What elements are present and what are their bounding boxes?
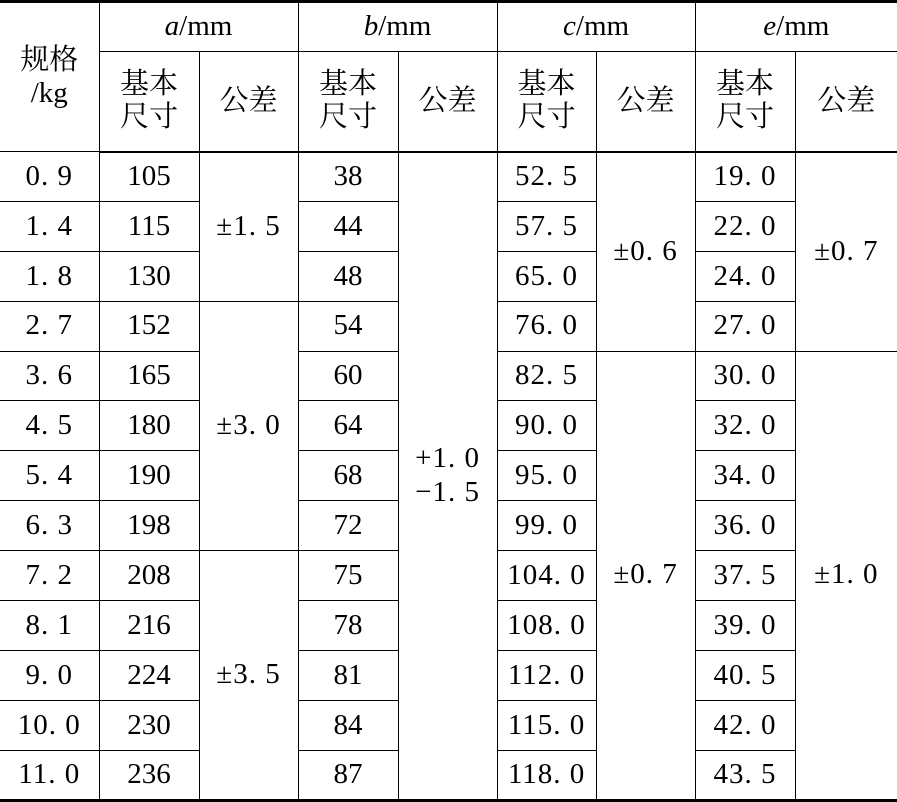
group-header-e: e/mm [695,2,897,52]
b-cell: 68 [298,451,398,501]
b-cell: 72 [298,501,398,551]
a-cell: 152 [99,301,199,351]
spec-cell: 4. 5 [0,401,99,451]
c-cell: 108. 0 [497,601,596,651]
spec-cell: 3. 6 [0,351,99,401]
tolerance-header-a: 公差 [199,52,298,152]
c-cell: 95. 0 [497,451,596,501]
spec-cell: 0. 9 [0,152,99,202]
spec-cell: 8. 1 [0,601,99,651]
basic-size-header-a: 基本 尺寸 [99,52,199,152]
a-cell: 236 [99,750,199,800]
b-cell: 84 [298,700,398,750]
a-cell: 115 [99,201,199,251]
spec-cell: 7. 2 [0,551,99,601]
e-cell: 36. 0 [695,501,795,551]
b-cell: 44 [298,201,398,251]
c-cell: 90. 0 [497,401,596,451]
b-cell: 81 [298,650,398,700]
a-cell: 130 [99,251,199,301]
b-cell: 87 [298,750,398,800]
c-cell: 112. 0 [497,650,596,700]
c-cell: 118. 0 [497,750,596,800]
a-cell: 208 [99,551,199,601]
spec-cell: 2. 7 [0,301,99,351]
a-tolerance-cell: ±1. 5 [199,152,298,302]
c-cell: 57. 5 [497,201,596,251]
basic-size-header-b: 基本 尺寸 [298,52,398,152]
b-cell: 54 [298,301,398,351]
e-cell: 30. 0 [695,351,795,401]
e-cell: 34. 0 [695,451,795,501]
a-cell: 216 [99,601,199,651]
group-header-b: b/mm [298,2,497,52]
e-cell: 19. 0 [695,152,795,202]
spec-cell: 1. 8 [0,251,99,301]
b-cell: 78 [298,601,398,651]
spec-cell: 9. 0 [0,650,99,700]
e-cell: 22. 0 [695,201,795,251]
spec-cell: 10. 0 [0,700,99,750]
c-cell: 104. 0 [497,551,596,601]
b-cell: 60 [298,351,398,401]
tolerance-header-c: 公差 [596,52,695,152]
e-cell: 39. 0 [695,601,795,651]
b-tolerance-cell: +1. 0 −1. 5 [398,152,497,801]
basic-size-header-e: 基本 尺寸 [695,52,795,152]
a-cell: 230 [99,700,199,750]
e-cell: 40. 5 [695,650,795,700]
e-tolerance-cell: ±1. 0 [795,351,897,800]
group-header-c: c/mm [497,2,695,52]
table-row [0,152,897,202]
e-cell: 42. 0 [695,700,795,750]
a-tolerance-cell: ±3. 5 [199,551,298,800]
a-cell: 190 [99,451,199,501]
a-cell: 198 [99,501,199,551]
spec-header-line1: 规格 [20,43,79,76]
spec-cell: 6. 3 [0,501,99,551]
c-tolerance-cell: ±0. 6 [596,152,695,352]
tolerance-header-b: 公差 [398,52,497,152]
e-tolerance-cell: ±0. 7 [795,152,897,352]
e-cell: 24. 0 [695,251,795,301]
c-cell: 76. 0 [497,301,596,351]
a-cell: 165 [99,351,199,401]
b-cell: 75 [298,551,398,601]
b-cell: 38 [298,152,398,202]
group-header-a: a/mm [99,2,298,52]
spec-cell: 5. 4 [0,451,99,501]
c-cell: 82. 5 [497,351,596,401]
spec-header [0,2,99,152]
basic-size-header-c: 基本 尺寸 [497,52,596,152]
spec-cell: 1. 4 [0,201,99,251]
c-cell: 65. 0 [497,251,596,301]
a-cell: 180 [99,401,199,451]
a-tolerance-cell: ±3. 0 [199,301,298,550]
spec-header-line2: /kg [30,77,68,109]
c-cell: 99. 0 [497,501,596,551]
tolerance-header-e: 公差 [795,52,897,152]
b-cell: 48 [298,251,398,301]
b-cell: 64 [298,401,398,451]
e-cell: 27. 0 [695,301,795,351]
c-cell: 115. 0 [497,700,596,750]
e-cell: 32. 0 [695,401,795,451]
e-cell: 37. 5 [695,551,795,601]
a-cell: 224 [99,650,199,700]
c-tolerance-cell: ±0. 7 [596,351,695,800]
e-cell: 43. 5 [695,750,795,800]
c-cell: 52. 5 [497,152,596,202]
spec-cell: 11. 0 [0,750,99,800]
a-cell: 105 [99,152,199,202]
